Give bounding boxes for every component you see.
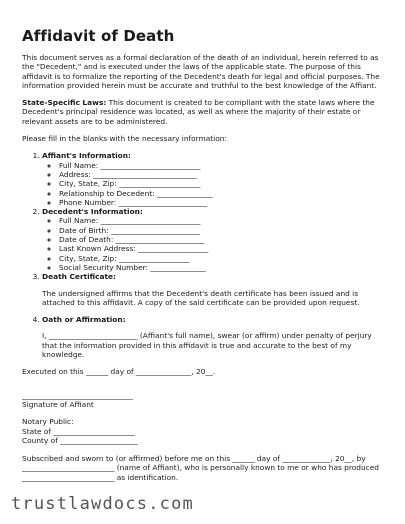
signature-label: Signature of Affiant: [22, 399, 94, 409]
oath-section: [42, 315, 387, 359]
decedent-section: [42, 207, 387, 272]
oath-section-title: Oath or Affirmation:: [42, 315, 126, 325]
executed-line[interactable]: Executed on this ______ day of _______________, 20__.: [22, 367, 216, 377]
decedent-birth-date-field[interactable]: ◦ Date of Birth: ________________________: [59, 226, 387, 235]
affiant-address-field[interactable]: ◦ Address: ____________________________: [59, 170, 387, 179]
intro-paragraph: This document serves as a formal declaration of the death of an individual, herein referred to as the "Decedent," and is executed under the laws of the applicable state. The purpose of this affidavit is to formalize the reporting of the Decedent's death for legal and official purposes. The information provided herein must be accurate and truthful to the best knowledge of the Affiant.: [22, 53, 380, 90]
subscribed-paragraph[interactable]: Subscribed and sworn to (or affirmed) before me on this ______ day of _____________, 20__, by _________________________ (name of Affiant), who is personally known to me or who has produced _________________________ as identification.: [22, 454, 379, 482]
decedent-death-date-field[interactable]: ◦ Date of Death: ________________________: [59, 235, 387, 244]
affiant-relationship-field[interactable]: ◦ Relationship to Decedent: _______________: [59, 189, 387, 198]
affiant-fields: [42, 161, 387, 207]
signature-block: [22, 367, 387, 482]
certificate-section-title: Death Certificate:: [42, 272, 116, 282]
state-laws-paragraph: [22, 98, 387, 126]
decedent-full-name-field[interactable]: ◦ Full Name: ___________________________: [59, 216, 387, 225]
notary-county-field[interactable]: County of _____________________: [22, 435, 138, 445]
affiant-phone-field[interactable]: ◦ Phone Number: ________________________: [59, 198, 387, 207]
decedent-section-title: Decedent's Information:: [42, 207, 143, 217]
state-laws-label: State-Specific Laws:: [22, 98, 107, 108]
document-page: [22, 27, 387, 482]
certificate-text: The undersigned affirms that the Decedent's death certificate has been issued and is attached to this affidavit. A copy of the said certificate can be provided upon request.: [42, 288, 360, 307]
affiant-full-name-field[interactable]: ◦ Full Name: ___________________________: [59, 161, 387, 170]
state-laws-text: This document is created to be compliant with the state laws where the Decedent's principal residence was located, as well as where the majority of their estate or relevant assets are to be administered.: [22, 98, 375, 126]
decedent-ssn-field[interactable]: ◦ Social Security Number: _______________: [59, 263, 387, 272]
decedent-city-state-zip-field[interactable]: ◦ City, State, Zip: ___________________: [59, 254, 387, 263]
affiant-section-title: Affiant's Information:: [42, 151, 131, 161]
notary-state-field[interactable]: State of ______________________: [22, 426, 135, 436]
signature-line[interactable]: ______________________________: [22, 390, 133, 400]
certificate-section: [42, 272, 387, 307]
decedent-fields: [42, 216, 387, 272]
affiant-city-state-zip-field[interactable]: ◦ City, State, Zip: ______________________: [59, 179, 387, 188]
instruction-text: Please fill in the blanks with the necessary information:: [22, 134, 227, 144]
sections-list: [22, 151, 387, 359]
affiant-section: [42, 151, 387, 207]
notary-public-label: Notary Public:: [22, 417, 74, 427]
document-title: Affidavit of Death: [22, 27, 175, 45]
oath-text[interactable]: I, ________________________ (Affiant's full name), swear (or affirm) under penalty of perjury that the information provided in this affidavit is true and accurate to the best of my knowledge.: [42, 331, 372, 360]
decedent-address-field[interactable]: ◦ Last Known Address: ___________________: [59, 244, 387, 253]
watermark: trustlawdocs.com: [11, 494, 194, 514]
